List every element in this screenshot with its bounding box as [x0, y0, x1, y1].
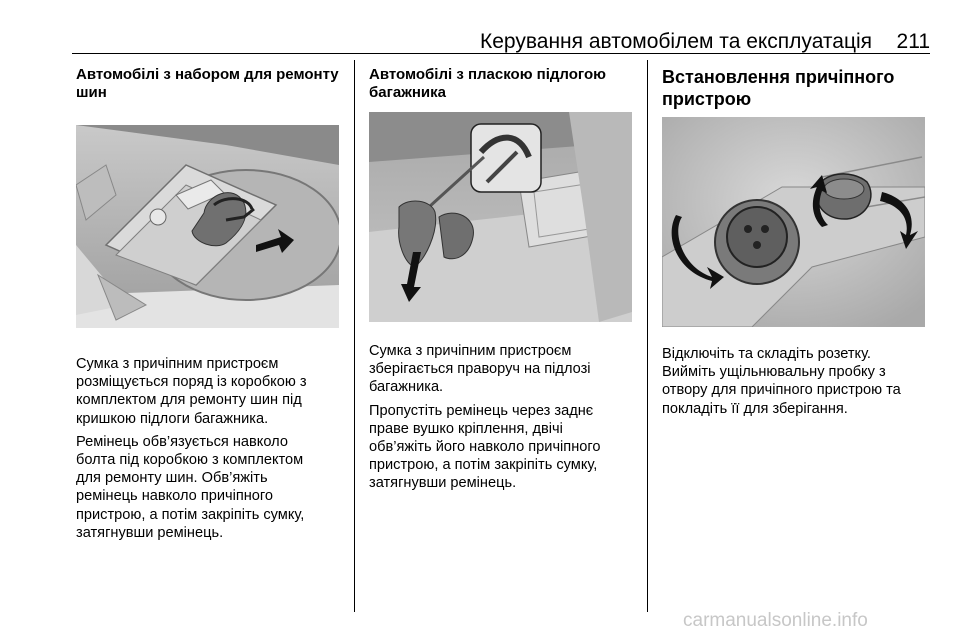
header-rule	[72, 53, 930, 54]
section-heading: Встановлення причіпного пристрою	[662, 67, 895, 109]
section-heading: Автомобілі з пласкою підлогою багажника	[369, 66, 606, 101]
paragraph: Сумка з причіпним пристроєм зберігається праворуч на підлозі багажника.	[369, 343, 591, 396]
paragraph: Сумка з причіпним пристроєм розміщується поряд із коробкою з комплектом для ремонту шин під кришкою підлоги багажника.	[76, 356, 307, 427]
page-title: Керування автомобілем та експлуатація	[480, 30, 873, 53]
section-flat-trunk-floor	[369, 66, 634, 493]
column-divider	[647, 60, 648, 612]
figure-trunk-flat-floor	[369, 112, 632, 322]
paragraph: Відключіть та складіть розетку. Вийміть ущільнювальну пробку з отвору для причіпного пристрою та покладіть її для зберігання.	[662, 346, 901, 417]
section-tire-repair-kit	[76, 66, 341, 542]
figure-tow-socket	[662, 117, 925, 327]
paragraph: Пропустіть ремінець через заднє праве вушко кріплення, двічі обв’яжіть його навколо причіпного пристрою, а потім закріпіть сумку, затягнувши ремінець.	[369, 402, 601, 492]
page-number: 211	[896, 30, 930, 53]
section-tow-hook-installation	[662, 66, 927, 418]
figure-trunk-tire-repair-kit	[76, 125, 339, 328]
watermark: carmanualsonline.info	[683, 610, 868, 631]
paragraph: Ремінець обв’язується навколо болта під коробкою з комплектом для ремонту шин. Обв’яжіть ремінець навколо причіпного пристрою, а потім закріпіть сумку, затягнувши ремінець.	[76, 433, 305, 541]
section-heading: Автомобілі з набором для ремонту шин	[76, 66, 339, 101]
column-divider	[354, 60, 355, 612]
